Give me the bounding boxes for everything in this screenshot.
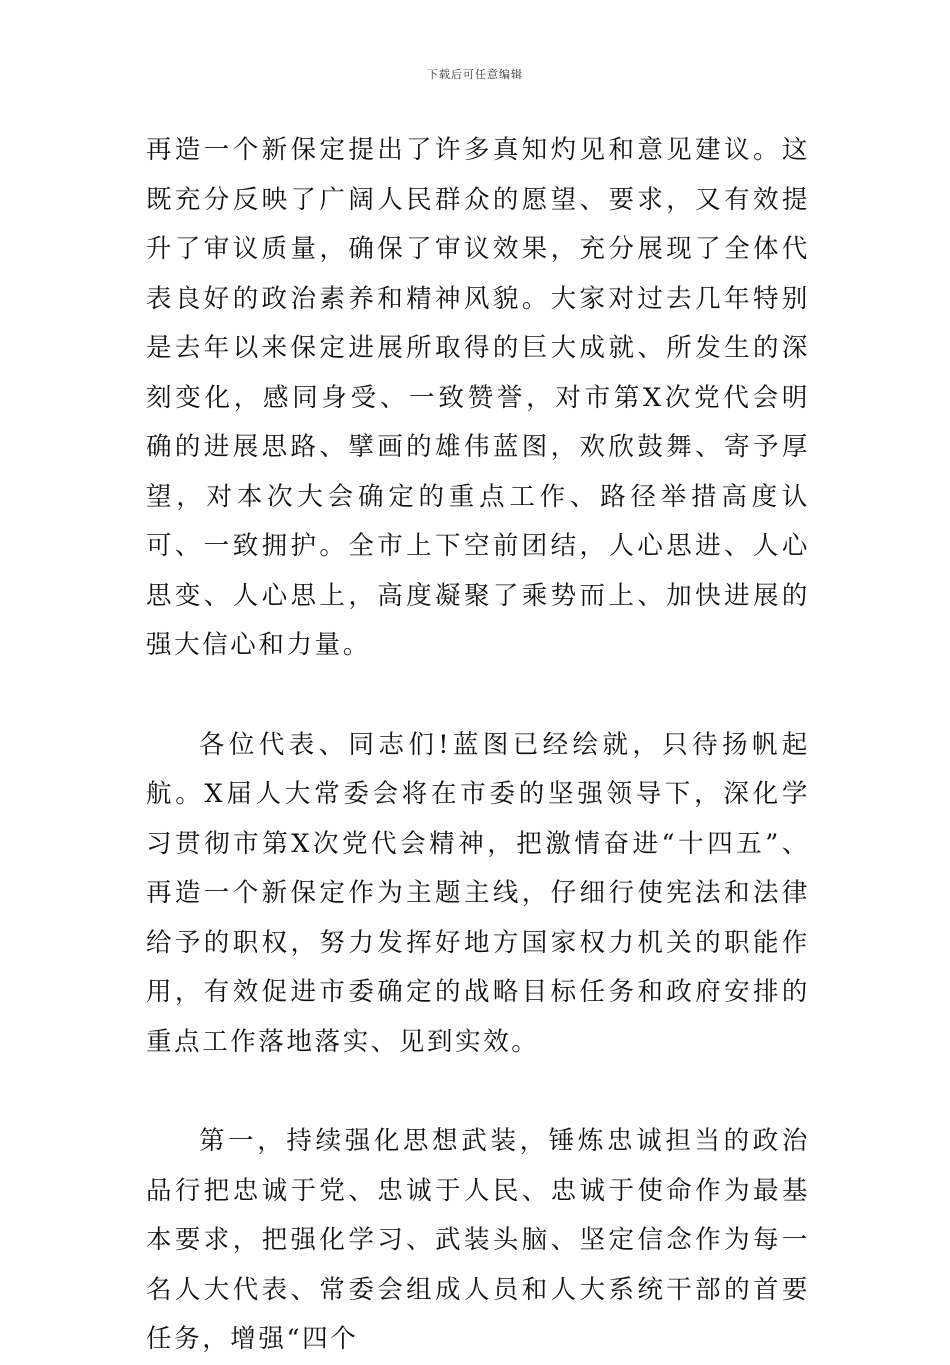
paragraph-blueprint: 各位代表、同志们!蓝图已经绘就，只待扬帆起航。X届人大常委会将在市委的坚强领导下，深化学习贯彻市第X次党代会精神，把激情奋进“十四五”、再造一个新保定作为主题主线，仔细行使宪法和法律给予的职权，努力发挥好地方国家权力机关的职能作用，有效促进市委确定的战略目标任务和政府安排的重点工作落地落实、见到实效。	[146, 729, 810, 1057]
paragraph-continuation: 再造一个新保定提出了许多真知灼见和意见建议。这既充分反映了广阔人民群众的愿望、要求，又有效提升了审议质量，确保了审议效果，充分展现了全体代表良好的政治素养和精神风貌。大家对过去几年特别是去年以来保定进展所取得的巨大成就、所发生的深刻变化，感同身受、一致赞誉，对市第X次党代会明确的进展思路、擘画的雄伟蓝图，欢欣鼓舞、寄予厚望，对本次大会确定的重点工作、路径举措高度认可、一致拥护。全市上下空前团结，人心思进、人心思变、人心思上，高度凝聚了乘势而上、加快进展的强大信心和力量。	[146, 135, 810, 660]
page-header-note: 下载后可任意编辑	[427, 68, 523, 81]
paragraph-first-point: 第一，持续强化思想武装，锤炼忠诚担当的政治品行把忠诚于党、忠诚于人民、忠诚于使命作为最基本要求，把强化学习、武装头脑、坚定信念作为每一名人大代表、常委会组成人员和人大系统干部的首要任务，增强“四个	[146, 1126, 810, 1354]
document-body	[146, 126, 810, 1365]
